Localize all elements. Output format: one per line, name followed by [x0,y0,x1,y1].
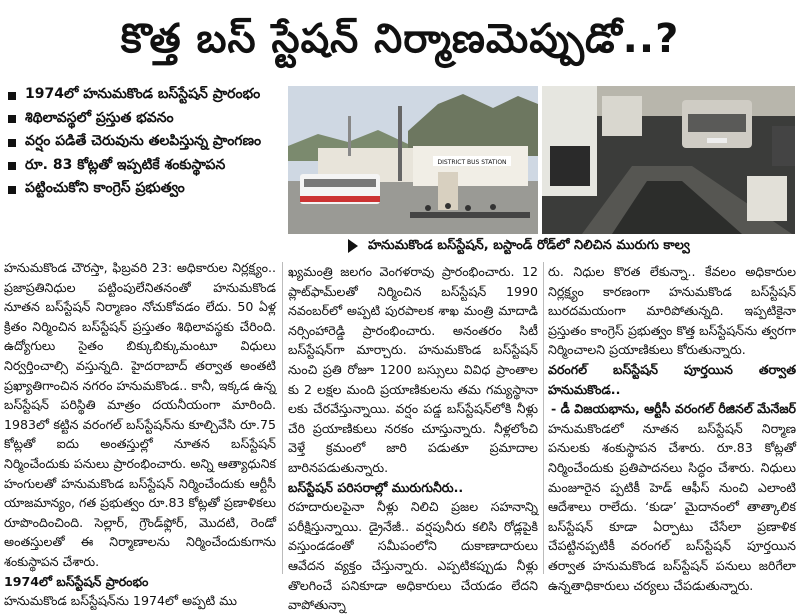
subheading: 1974లో బస్‌స్టేషన్ ప్రారంభం [4,573,149,589]
highlight-item [4,108,282,132]
paragraph: రు. నిధుల కొరత లేకున్నా.. కేవలం అధికారుల నిర్లక్ష్యం కారణంగా హనుమకొండ బస్‌స్టేషన్ బురదమయంగా మారిపోతున్నది. ఇప్పటికైనా ప్రస్తుతం కాంగ్రెస్ ప్రభుత్వం కొత్త బస్‌స్టేషన్‌ను త్వరగా నిర్మించాలని ప్రయాణికులు కోరుతున్నారు. [548,264,796,358]
highlight-text: పట్టించుకోని కాంగ్రెస్ ప్రభుత్వం [25,180,185,197]
article-column-2 [288,262,538,615]
highlight-text: 1974లో హనుమకొండ బస్‌స్టేషన్ ప్రారంభం [25,86,261,103]
highlight-item [4,178,282,202]
bus-station-photo [288,86,538,234]
bullet-square-icon [8,92,16,100]
quote-attribution: - డీ విజయభాను, ఆర్టీసీ వరంగల్ రీజినల్ మేనేజర్ [550,401,796,417]
highlights-list [4,84,282,202]
article-column-1 [4,258,276,611]
bullet-square-icon [8,186,16,194]
caption-text: హనుమకొండ బస్‌స్టేషన్, బస్టాండ్ రోడ్‌లో నిలిచిన మురుగు కాల్వ [368,238,690,253]
headline: కొత్త బస్ స్టేషన్ నిర్మాణమెప్పుడో..? [120,16,680,62]
highlight-item [4,155,282,179]
highlight-item [4,84,282,108]
paragraph: రహదారులపైనా నీళ్లు నిలిచి ప్రజల సహనాన్ని పరీక్షిస్తున్నాయి. డ్రైనేజీ.. వర్షపునీరు కలిసి రోడ్లపైకి వస్తుండడంతో సమీపంలోని దుకాణాదారులు ఆవేదన వ్యక్తం చేస్తున్నారు. ఎప్పటికప్పుడు నీళ్లు తొలగించే పనికూడా అధికారులు చేయడం లేదని వాపోతున్నా [288,499,538,613]
bullet-square-icon [8,139,16,147]
article-column-3 [548,262,796,595]
photo-strip [288,86,795,234]
subheading: బస్‌స్టేషన్ పరిసరాల్లో మురుగునీరు.. [288,479,464,495]
highlight-text: శిథిలావస్థలో ప్రస్తుత భవనం [25,109,174,126]
photo-caption [288,235,795,257]
paragraph: హనుమకొండ బస్‌స్టేషన్‌ను 1974లో అప్పటి ము [4,593,237,609]
paragraph: హనుమకొండ చౌరస్తా, ఫిబ్రవరి 23: అధికారుల నిర్లక్ష్యం.. ప్రజాప్రతినిధుల పట్టింపులేనితనంతో హనుమకొండ నూతన బస్‌స్టేషన్ నిర్మాణం నోచుకోవడం లేదు. 50 ఏళ్ల క్రితం నిర్మించిన బస్‌స్టేషన్ ప్రస్తుతం శిథిలావస్థకు చేరింది. ఉద్యోగులు సైతం బిక్కుబిక్కుమంటూ విధులు నిర్వర్తించాల్సి వస్తున్నది. హైదరాబాద్ తర్వాత అంతటి ప్రఖ్యాతిగాంచిన నగరం హనుమకొండ.. కానీ, ఇక్కడ ఉన్న బస్‌స్టేషన్ పరిస్థితి మాత్రం దయనీయంగా మారింది. 1983లో కట్టిన వరంగల్ బస్‌స్టేషన్‌ను కూల్చివేసి రూ.75 కోట్లతో ఐదు అంతస్తుల్లో నూతన బస్‌స్టేషన్ నిర్మించేందుకు పనులు ప్రారంభించారు. అన్ని ఆత్యాధునిక హంగులతో హనుమకొండ బస్‌స్టేషన్ నిర్మించేందుకు ఆర్టీసీ యాజమాన్యం, గత ప్రభుత్వం రూ.83 కోట్లతో ప్రణాళికలు రూపొందించింది. సెల్లార్, గ్రౌండ్‌ఫ్లోర్, మొదటి, రెండో అంతస్తులతో ఈ నిర్మాణాలను నిర్మించేందుకుగాను శంకుస్థాపన చేశారు. [4,260,276,569]
station-sign: DISTRICT BUS STATION [437,159,507,166]
paragraph: హనుమకొండలో నూతన బస్‌స్టేషన్ నిర్మాణ పనులకు శంకుస్థాపన చేశారు. రూ.83 కోట్లతో నిర్మించేందుకు ప్రతిపాదనలు సిద్ధం చేశారు. నిధులు మంజూరైన ప్పటికీ హెడ్ ఆఫీస్ నుంచి ఎలాంటి ఆదేశాలు రాలేదు. ‘కుడా’ మైదానంలో తాత్కాలిక బస్‌స్టేషన్ కూడా ఏర్పాటు చేసేలా ప్రణాళిక చేపట్టినప్పటికీ వరంగల్ బస్‌స్టేషన్ పూర్తయిన తర్వాత హనుమకొండ బస్‌స్టేషన్ పనులు జరిగేలా ఉన్నతాధికారులు చర్యలు చేపడుతున్నారు. [548,420,796,593]
drain-photo [542,86,795,234]
highlight-text: రూ. 83 కోట్లతో ఇప్పటికే శంకుస్థాపన [25,156,226,173]
highlight-item [4,131,282,155]
bullet-square-icon [8,162,16,170]
caption-arrow-icon [348,239,358,253]
bullet-square-icon [8,115,16,123]
subheading: వరంగల్ బస్‌స్టేషన్ పూర్తయిన తర్వాత హనుమకొండ.. [548,361,796,397]
column-divider [543,262,544,574]
column-divider [282,262,283,574]
paragraph: ఖ్యమంత్రి జలగం వెంగళరావు ప్రారంభించారు. 12 ప్లాట్‌ఫామ్‌లతో నిర్మించిన బస్‌స్టేషన్ 1990 నవంబర్‌లో అప్పటి పురపాలక శాఖ మంత్రి మాదాడి నర్సింహారెడ్డి ప్రారంభించారు. అనంతరం సిటీ బస్‌స్టేషన్‌గా మార్చారు. హనుమకొండ బస్‌స్టేషన్ నుంచి ప్రతి రోజూ 1200 బస్సులు వివిధ ప్రాంతాల కు 2 లక్షల మంది ప్రయాణికులను తమ గమ్యస్థానా లకు చేరవేస్తున్నాయి. వర్షం పడ్డ బస్‌స్టేషన్‌లోకి నీళ్లు చేరి ప్రయాణికులు నరకం చూస్తున్నారు. నీళ్లలోంచి వెళ్తే క్రమంలో జారి పడుతూ ప్రమాదాల బారినపడుతున్నారు. [288,264,538,475]
highlight-text: వర్షం పడితే చెరువును తలపిస్తున్న ప్రాంగణం [25,133,262,150]
